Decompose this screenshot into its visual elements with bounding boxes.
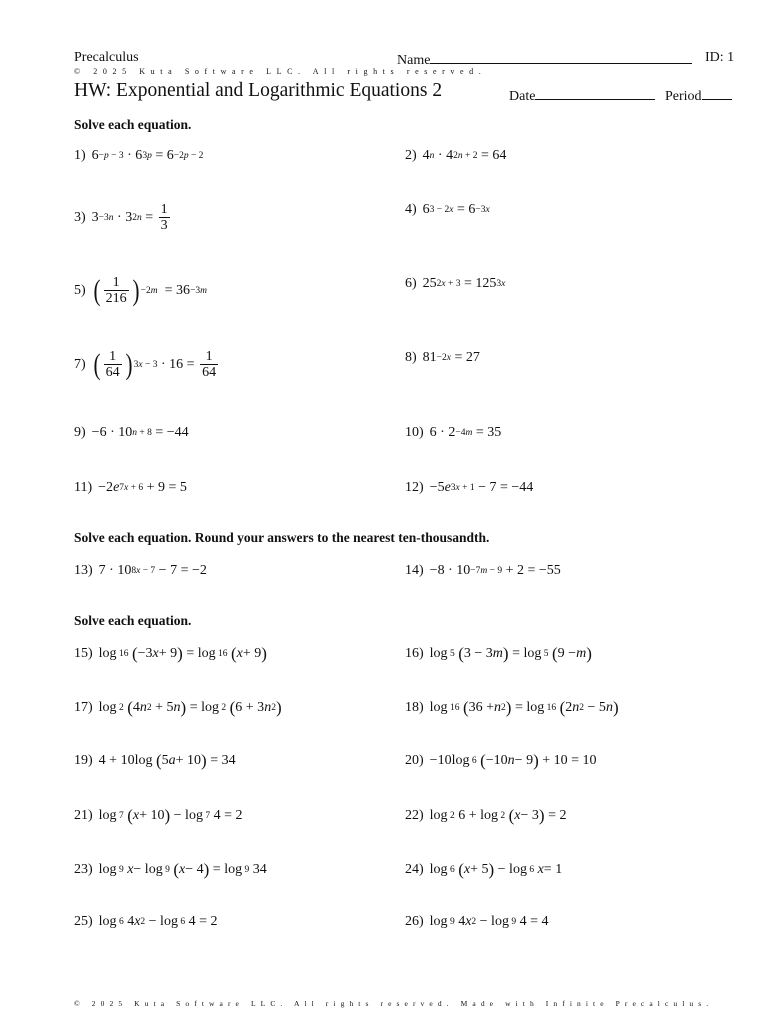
problem-number: 10)	[405, 425, 424, 440]
problem-17	[74, 698, 282, 718]
problem-12	[405, 480, 533, 496]
problem-23	[74, 860, 267, 880]
problem-number: 7)	[74, 356, 86, 372]
equation: log 2 ( 4 n 2 + 5 n ) = log 2 ( 6 + 3 n 2 )	[98, 698, 282, 717]
equation: 4 + 10log ( 5 a + 10 ) = 34	[98, 751, 236, 770]
problem-number: 3)	[74, 209, 86, 225]
footer-copyright: © 2025 Kuta Software LLC. All rights reserved. Made with Infinite Precalculus.	[74, 999, 714, 1008]
problem-number: 9)	[74, 425, 86, 440]
period-field[interactable]	[665, 86, 732, 105]
problem-4	[405, 202, 490, 218]
equation: log 6 4 x 2 − log 6 4 = 2	[98, 914, 218, 929]
problem-7	[74, 349, 220, 380]
equation: −8 · 10 −7m − 9 + 2 = −55	[429, 563, 561, 578]
equation: 3 −3n · 3 2n = $\frac{1}{3}$	[91, 202, 168, 233]
equation: 81 −2x = 27	[422, 350, 480, 365]
problem-number: 12)	[405, 480, 424, 495]
equation: log 9 x − log 9 ( x − 4 ) = log 9 34	[98, 860, 267, 879]
problem-number: 25)	[74, 914, 93, 929]
equation: log 16 ( −3 x + 9 ) = log 16 ( x + 9 )	[98, 644, 267, 663]
problem-11	[74, 480, 187, 496]
equation: 7 · 10 8x − 7 − 7 = −2	[98, 563, 207, 578]
name-blank	[430, 50, 692, 64]
equation: log 6 ( x + 5 ) − log 6 x = 1	[429, 860, 563, 879]
equation: log 9 4 x 2 − log 9 4 = 4	[429, 914, 549, 929]
problem-5	[74, 275, 207, 306]
date-blank	[535, 86, 655, 100]
problem-number: 14)	[405, 563, 424, 578]
date-field[interactable]	[509, 86, 655, 105]
problem-number: 15)	[74, 646, 93, 661]
id-label: ID: 1	[705, 50, 735, 65]
problem-number: 24)	[405, 862, 424, 877]
equation: log 16 ( 36 + n 2 ) = log 16 ( 2 n 2 − 5 n )	[429, 698, 619, 717]
problem-20	[405, 751, 597, 771]
problem-3	[74, 202, 172, 233]
period-label: Period	[665, 89, 702, 104]
problem-8	[405, 350, 480, 366]
problem-number: 8)	[405, 350, 417, 365]
problem-19	[74, 751, 236, 771]
problem-1	[74, 148, 203, 164]
instruction-section-3: Solve each equation.	[74, 613, 192, 628]
problem-number: 4)	[405, 202, 417, 217]
problem-number: 22)	[405, 808, 424, 823]
problem-22	[405, 806, 566, 826]
date-label: Date	[509, 89, 536, 104]
problem-16	[405, 644, 592, 664]
worksheet-title: HW: Exponential and Logarithmic Equations 2	[74, 80, 443, 101]
problem-number: 6)	[405, 276, 417, 291]
problem-number: 26)	[405, 914, 424, 929]
problem-25	[74, 914, 217, 930]
equation: log 2 6 + log 2 ( x − 3 ) = 2	[429, 806, 567, 825]
equation: 25 2x + 3 = 125 3x	[422, 276, 506, 291]
problem-number: 1)	[74, 148, 86, 163]
copyright-notice: © 2025 Kuta Software LLC. All rights reserved.	[74, 67, 487, 76]
equation: 6 · 2 −4m = 35	[429, 425, 502, 440]
equation: ( $\frac{1}{216}$ ) −2m = 36 −3m	[93, 273, 208, 307]
equation: −2 e 7x + 6 + 9 = 5	[98, 480, 187, 495]
equation: −5 e 3x + 1 − 7 = −44	[429, 480, 534, 495]
problem-14	[405, 563, 561, 579]
equation: log 7 ( x + 10 ) − log 7 4 = 2	[98, 806, 243, 825]
name-label: Name	[397, 53, 431, 68]
problem-number: 16)	[405, 646, 424, 661]
problem-10	[405, 425, 501, 441]
problem-18	[405, 698, 619, 718]
equation: log 5 ( 3 − 3 m ) = log 5 ( 9 − m )	[429, 644, 592, 663]
instruction-section-2: Solve each equation. Round your answers to the nearest ten-thousandth.	[74, 530, 490, 545]
problem-15	[74, 644, 267, 664]
problem-number: 5)	[74, 282, 86, 298]
problem-6	[405, 276, 505, 292]
problem-number: 11)	[74, 480, 93, 495]
period-blank	[702, 86, 732, 100]
problem-number: 13)	[74, 563, 93, 578]
problem-number: 21)	[74, 808, 93, 823]
problem-number: 18)	[405, 700, 424, 715]
course-name: Precalculus	[74, 50, 139, 65]
equation: ( $\frac{1}{64}$ ) 3x − 3 · 16 = $\frac{1}{64}$	[93, 347, 217, 381]
equation: 6 −p − 3 · 6 3p = 6 −2p − 2	[91, 148, 204, 163]
problem-24	[405, 860, 562, 880]
equation: 6 3 − 2x = 6 −3x	[422, 202, 490, 217]
equation: 4 n · 4 2n + 2 = 64	[422, 148, 507, 163]
problem-number: 17)	[74, 700, 93, 715]
problem-13	[74, 563, 207, 579]
problem-number: 23)	[74, 862, 93, 877]
equation: −10log 6 ( −10 n − 9 ) + 10 = 10	[429, 751, 597, 770]
problem-26	[405, 914, 548, 930]
problem-number: 2)	[405, 148, 417, 163]
instruction-section-1: Solve each equation.	[74, 117, 192, 132]
problem-number: 19)	[74, 753, 93, 768]
name-field[interactable]	[397, 50, 692, 69]
problem-number: 20)	[405, 753, 424, 768]
problem-21	[74, 806, 242, 826]
problem-2	[405, 148, 506, 164]
equation: −6 · 10 n + 8 = −44	[91, 425, 189, 440]
problem-9	[74, 425, 189, 441]
